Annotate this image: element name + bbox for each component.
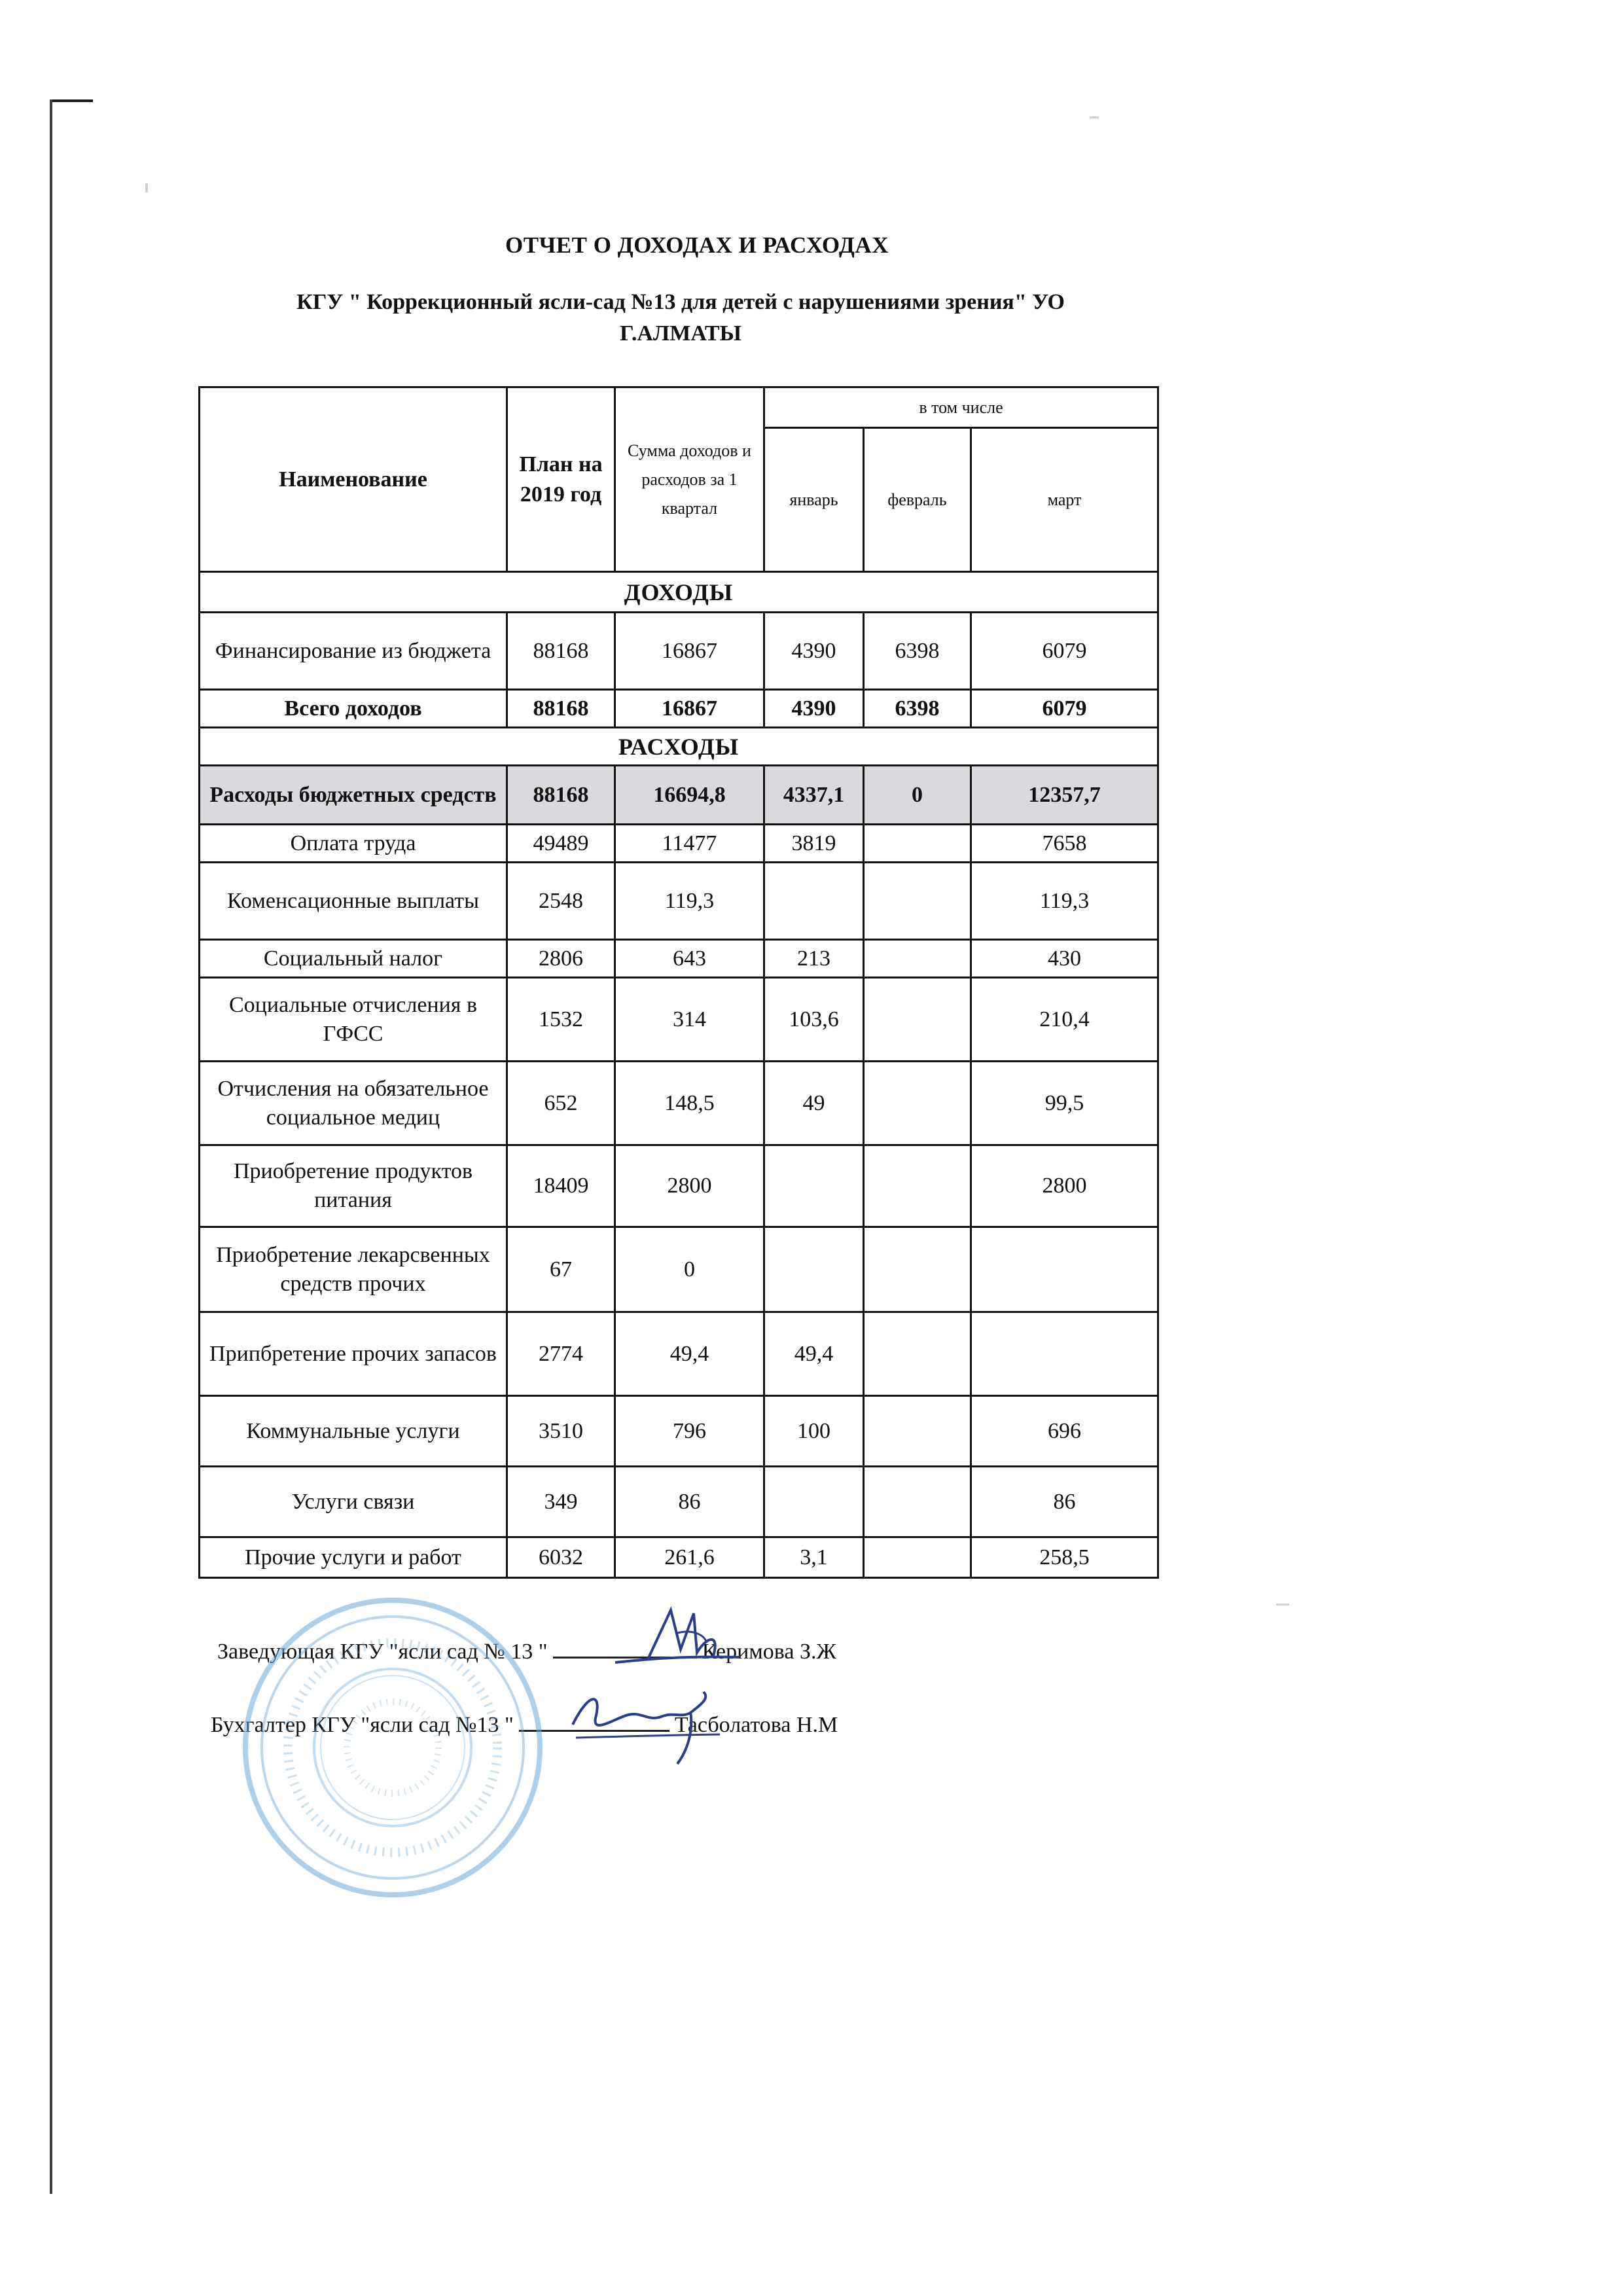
row-plan: 88168 — [507, 766, 615, 825]
row-march: 119,3 — [971, 863, 1158, 940]
row-february: 0 — [864, 766, 971, 825]
table-row — [200, 1062, 1158, 1145]
row-plan: 2774 — [507, 1312, 615, 1396]
row-january: 100 — [764, 1396, 864, 1467]
row-quarter: 16867 — [615, 613, 764, 690]
row-january — [764, 863, 864, 940]
row-march: 430 — [971, 940, 1158, 978]
row-march — [971, 1312, 1158, 1396]
table-row — [200, 1537, 1158, 1578]
row-quarter: 261,6 — [615, 1537, 764, 1578]
row-january: 49 — [764, 1062, 864, 1145]
row-january — [764, 1145, 864, 1227]
organization-stamp — [206, 1581, 573, 1908]
row-february — [864, 1396, 971, 1467]
row-plan: 2548 — [507, 863, 615, 940]
row-february — [864, 978, 971, 1062]
row-name: Отчисления на обязательное социальное медиц — [200, 1062, 507, 1145]
row-march: 696 — [971, 1396, 1158, 1467]
row-name: Всего доходов — [200, 690, 507, 728]
row-january — [764, 1467, 864, 1537]
row-march: 7658 — [971, 825, 1158, 863]
row-march: 258,5 — [971, 1537, 1158, 1578]
accountant-signature-name: Тасболатова Н.М — [674, 1713, 838, 1737]
row-name: Социальные отчисления в ГФСС — [200, 978, 507, 1062]
expense-rows — [200, 825, 1158, 1578]
row-plan: 88168 — [507, 690, 615, 728]
row-february: 6398 — [864, 613, 971, 690]
row-plan: 49489 — [507, 825, 615, 863]
row-name: Расходы бюджетных средств — [200, 766, 507, 825]
row-quarter: 643 — [615, 940, 764, 978]
row-march: 86 — [971, 1467, 1158, 1537]
row-name: Услуги связи — [200, 1467, 507, 1537]
row-plan: 349 — [507, 1467, 615, 1537]
row-quarter: 314 — [615, 978, 764, 1062]
table-row — [200, 940, 1158, 978]
row-january: 213 — [764, 940, 864, 978]
row-quarter: 119,3 — [615, 863, 764, 940]
row-january: 4337,1 — [764, 766, 864, 825]
scan-edge-line — [50, 99, 52, 2194]
row-january: 49,4 — [764, 1312, 864, 1396]
scan-edge-mark — [51, 99, 93, 102]
row-quarter: 2800 — [615, 1145, 764, 1227]
row-name: Коменсационные выплаты — [200, 863, 507, 940]
header-plan: План на 2019 год — [507, 387, 615, 572]
row-quarter: 796 — [615, 1396, 764, 1467]
scan-speck — [1090, 117, 1099, 118]
income-total-row — [200, 690, 1158, 728]
accountant-signature-scribble — [563, 1672, 726, 1770]
row-march — [971, 1227, 1158, 1312]
row-january: 3,1 — [764, 1537, 864, 1578]
row-name: Прочие услуги и работ — [200, 1537, 507, 1578]
row-february — [864, 825, 971, 863]
row-name: Приобретение продуктов питания — [200, 1145, 507, 1227]
row-name: Припбретение прочих запасов — [200, 1312, 507, 1396]
row-name: Коммунальные услуги — [200, 1396, 507, 1467]
row-february — [864, 940, 971, 978]
income-expense-table — [198, 386, 1159, 1579]
document-title: ОТЧЕТ О ДОХОДАХ И РАСХОДАХ — [505, 232, 889, 258]
row-january: 4390 — [764, 690, 864, 728]
table-row — [200, 1396, 1158, 1467]
head-signature-name: Керимова З.Ж — [702, 1640, 837, 1664]
section-income: ДОХОДЫ — [200, 572, 1158, 613]
header-name: Наименование — [200, 387, 507, 572]
head-signature-label: Заведующая КГУ "ясли сад № 13 " — [217, 1640, 548, 1664]
subtitle-line-2: Г.АЛМАТЫ — [620, 321, 741, 346]
section-expense: РАСХОДЫ — [200, 728, 1158, 766]
row-march: 210,4 — [971, 978, 1158, 1062]
row-february — [864, 1145, 971, 1227]
row-february — [864, 1537, 971, 1578]
scan-speck — [145, 183, 148, 192]
row-quarter: 16694,8 — [615, 766, 764, 825]
row-february — [864, 863, 971, 940]
row-quarter: 49,4 — [615, 1312, 764, 1396]
header-quarter: Сумма доходов и расходов за 1 квартал — [615, 387, 764, 572]
row-march: 6079 — [971, 613, 1158, 690]
row-february: 6398 — [864, 690, 971, 728]
expense-total-row — [200, 766, 1158, 825]
table-row — [200, 1227, 1158, 1312]
table-row — [200, 1467, 1158, 1537]
header-including: в том числе — [764, 387, 1158, 428]
row-march: 6079 — [971, 690, 1158, 728]
head-signature-scribble — [609, 1597, 746, 1676]
row-quarter: 16867 — [615, 690, 764, 728]
table-row — [200, 978, 1158, 1062]
accountant-signature-label: Бухгалтер КГУ "ясли сад №13 " — [211, 1713, 514, 1737]
table-row — [200, 1145, 1158, 1227]
row-february — [864, 1062, 971, 1145]
row-plan: 3510 — [507, 1396, 615, 1467]
header-march: март — [971, 428, 1158, 572]
table-row — [200, 825, 1158, 863]
row-march: 12357,7 — [971, 766, 1158, 825]
table-row — [200, 613, 1158, 690]
row-plan: 6032 — [507, 1537, 615, 1578]
row-plan: 18409 — [507, 1145, 615, 1227]
row-quarter: 86 — [615, 1467, 764, 1537]
row-plan: 1532 — [507, 978, 615, 1062]
row-february — [864, 1312, 971, 1396]
row-january: 3819 — [764, 825, 864, 863]
table-row — [200, 1312, 1158, 1396]
row-name: Социальный налог — [200, 940, 507, 978]
row-name: Финансирование из бюджета — [200, 613, 507, 690]
scan-speck — [1276, 1604, 1289, 1605]
subtitle-line-1: КГУ " Коррекционный ясли-сад №13 для детей с нарушениями зрения" УО — [296, 290, 1065, 314]
row-quarter: 11477 — [615, 825, 764, 863]
row-january: 4390 — [764, 613, 864, 690]
row-january — [764, 1227, 864, 1312]
row-march: 2800 — [971, 1145, 1158, 1227]
row-name: Оплата труда — [200, 825, 507, 863]
row-february — [864, 1467, 971, 1537]
row-quarter: 148,5 — [615, 1062, 764, 1145]
row-quarter: 0 — [615, 1227, 764, 1312]
row-plan: 2806 — [507, 940, 615, 978]
row-name: Приобретение лекарсвенных средств прочих — [200, 1227, 507, 1312]
header-february: февраль — [864, 428, 971, 572]
document-subtitle — [216, 287, 1145, 350]
table-row — [200, 863, 1158, 940]
row-march: 99,5 — [971, 1062, 1158, 1145]
row-january: 103,6 — [764, 978, 864, 1062]
header-january: январь — [764, 428, 864, 572]
row-plan: 88168 — [507, 613, 615, 690]
row-plan: 652 — [507, 1062, 615, 1145]
row-february — [864, 1227, 971, 1312]
row-plan: 67 — [507, 1227, 615, 1312]
